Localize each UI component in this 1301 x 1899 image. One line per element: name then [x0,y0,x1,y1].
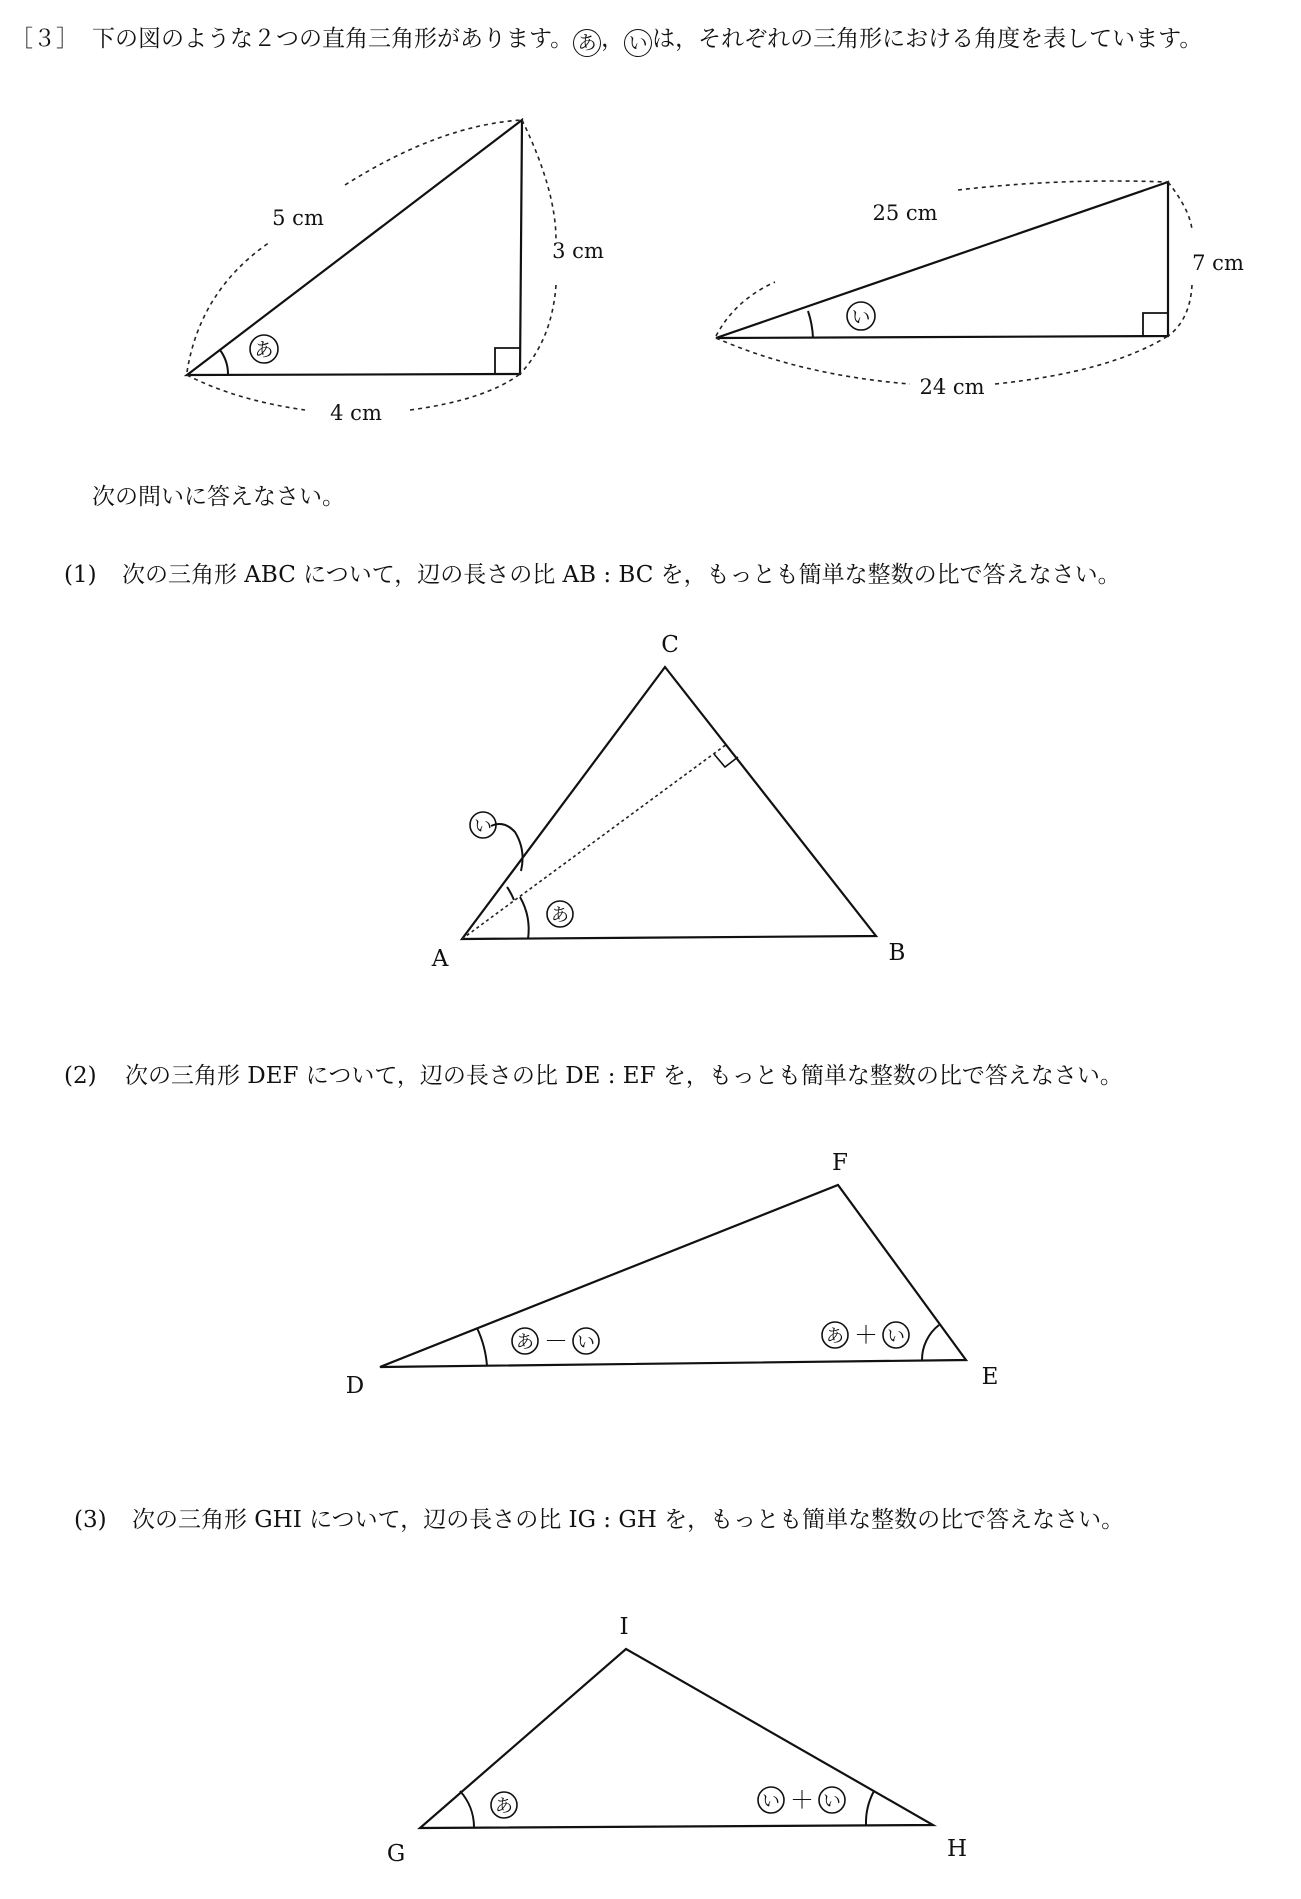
q1-text: 次の三角形 ABC について，辺の長さの比 AB : BC を，もっとも簡単な整数の比で答えなさい。 [122,562,1121,588]
q2-triangle [346,1150,999,1399]
figure1-side-dash-bottom [520,285,556,374]
figure2-base-label: 24 cm [919,375,985,399]
q1-perpendicular-line [462,744,727,939]
q2-label-e: E [981,1364,999,1390]
q2-mark-i-text: い [577,1332,595,1353]
q2-mark-a-e-text: あ [826,1326,844,1347]
q1-mark-a-text: あ [551,905,569,926]
q2-label-d: D [345,1373,365,1399]
q1-label-c: C [661,632,679,658]
problem-number: ［３］ [10,26,79,52]
figure1-right-angle [495,348,521,374]
q3-mark-i-2-text: い [823,1791,841,1812]
q3-angle-arc-h [866,1791,874,1825]
q2-angle-arc-e [922,1325,939,1360]
figure2-base-dash-right [995,336,1168,384]
figure2-mark-i-text: い [851,306,871,328]
figure2-base-dash-left [716,338,910,384]
q3-label-i: I [619,1614,629,1640]
figure1-hyp-label: 5 cm [272,206,324,230]
q1-label-b: B [888,940,906,966]
figure2-angle-arc [808,311,813,338]
figure2-hyp-label: 25 cm [872,201,938,225]
figure1-angle-arc [220,350,228,375]
q2-mark-i-e-text: い [887,1326,905,1347]
q1-angle-arc-i [507,887,514,900]
q2-minus-sign: － [544,1327,568,1355]
figure2-outline [716,182,1168,338]
q1-triangle [431,632,906,972]
figure2-side-dash-top [1168,182,1192,230]
q2-angle-arc-d [477,1328,487,1366]
q3-angle-arc-g [460,1791,474,1827]
figure1-base-label: 4 cm [330,401,382,425]
intro-part-3: は，それぞれの三角形における角度を表しています。 [652,26,1203,52]
q2-outline [380,1185,966,1367]
intro-mark-a: あ [573,29,601,57]
q2-mark-a-text: あ [516,1332,534,1353]
figure1-side-dash-top [522,120,556,240]
q3-text: 次の三角形 GHI について，辺の長さの比 IG : GH を，もっとも簡単な整数の比で答えなさい。 [132,1507,1125,1533]
q2-number: (2) [64,1063,97,1089]
figure2-side-label: 7 cm [1192,251,1244,275]
figure2-hyp-dash-right [958,181,1168,190]
q2-text: 次の三角形 DEF について，辺の長さの比 DE : EF を，もっとも簡単な整数の比で答えなさい。 [125,1063,1123,1089]
instruction-text: 次の問いに答えなさい。 [92,484,345,510]
q3-number: (3) [74,1507,107,1533]
q3-triangle [387,1614,967,1867]
q1-outline [462,667,876,939]
q1-mark-i-text: い [474,816,492,837]
q1-angle-arc-a [520,897,529,939]
figure1-outline [187,120,522,375]
figure1-triangle [187,120,604,425]
q3-label-g: G [386,1841,406,1867]
intro-part-1: 下の図のような２つの直角三角形があります。 [92,26,574,52]
figure1-side-label: 3 cm [552,239,604,263]
figure1-mark-a-text: あ [254,339,274,361]
q3-mark-i-1-text: い [762,1791,780,1812]
figure1-hyp-dash-right [345,120,522,185]
intro-mark-i: い [624,29,652,57]
figure2-side-dash-bottom [1168,285,1192,336]
figure1-base-dash-right [410,374,520,410]
figure1-base-dash-left [187,375,305,410]
q2-label-f: F [832,1150,848,1176]
q1-number: (1) [64,562,97,588]
q3-plus-sign: ＋ [790,1786,814,1814]
figure2-triangle [716,181,1244,399]
figure2-right-angle [1143,313,1167,336]
q3-mark-a-text: あ [495,1796,513,1817]
q3-label-h: H [946,1836,968,1862]
q1-label-a: A [431,946,449,972]
q2-plus-sign: ＋ [854,1321,878,1349]
intro-part-2: ， [601,26,625,52]
